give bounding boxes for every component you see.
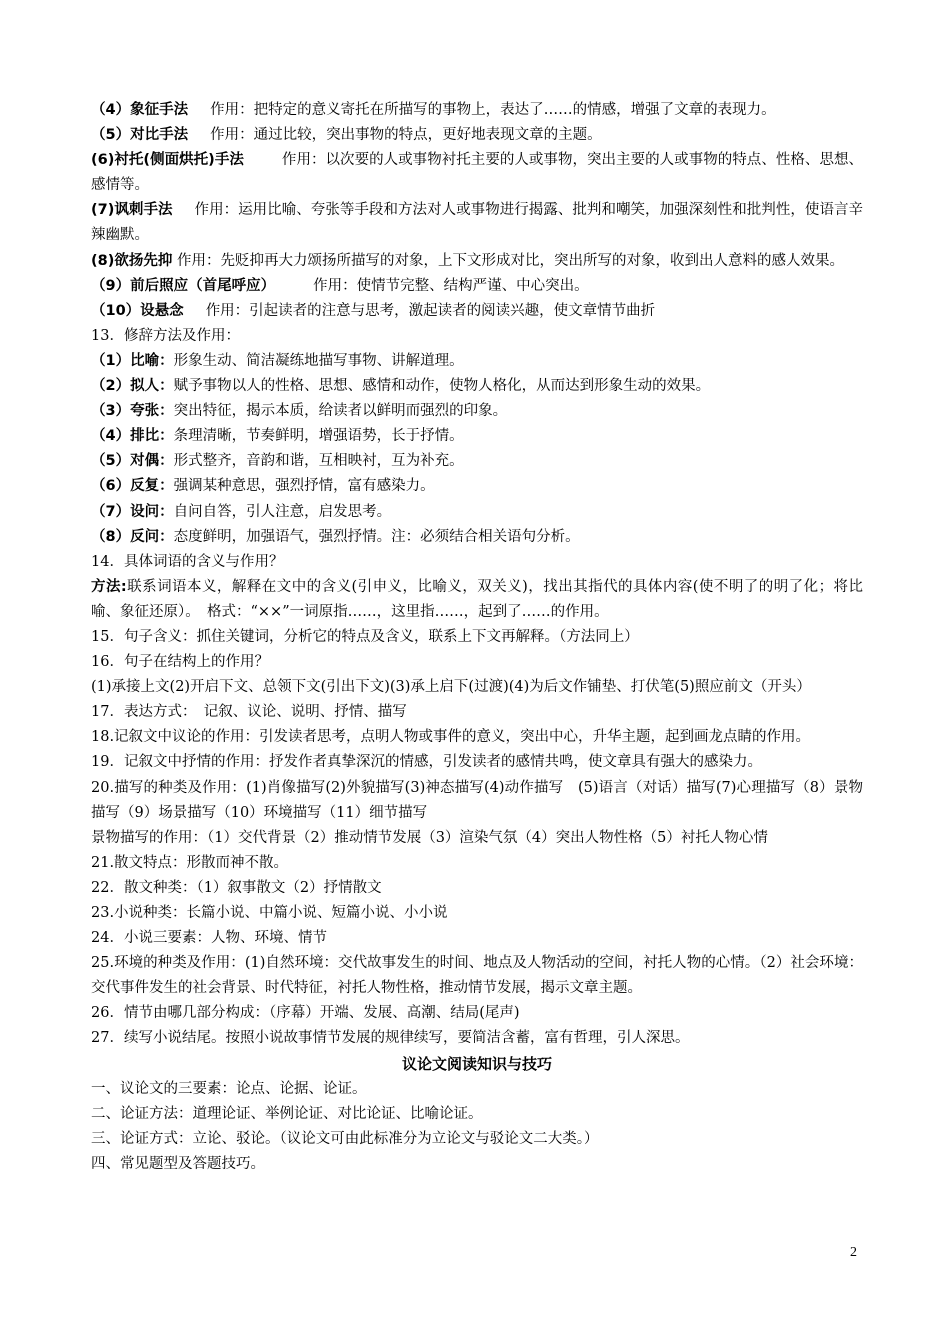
section-item-4: 四、常见题型及答题技巧。 [91, 1155, 265, 1172]
section-item-2: 二、论证方法：道理论证、举例论证、对比论证、比喻论证。 [91, 1105, 483, 1122]
section-item-1: 一、议论文的三要素：论点、论据、论证。 [91, 1080, 367, 1097]
technique-contrast: （5）对比手法 作用：通过比较，突出事物的特点，更好地表现文章的主题。 [91, 127, 602, 144]
item-23: 23.小说种类：长篇小说、中篇小说、短篇小说、小小说 [91, 905, 448, 921]
item-18: 18.记叙文中议论的作用：引发读者思考，点明人物或事件的意义，突出中心，升华主题，起到画龙点睛的作用。 [91, 729, 811, 746]
item-17: 17．表达方式： 记叙、议论、说明、抒情、描写 [91, 704, 407, 721]
section-heading: 议论文阅读知识与技巧 [401, 1054, 552, 1073]
rhetoric-parallelism: （4）排比：条理清晰，节奏鲜明，增强语势，长于抒情。 [91, 428, 464, 445]
item-27: 27．续写小说结尾。按照小说故事情节发展的规律续写，要简洁含蓄，富有哲理，引人深思。 [91, 1030, 690, 1047]
item-14: 14．具体词语的含义与作用？ [91, 553, 284, 570]
item-25: 25.环境的种类及作用：(1)自然环境：交代故事发生的时间、地点及人物活动的空间，衬托人物的心情。（2）社会环境：交代事件发生的社会背景、时代特征，衬托人物性格，推动情节发展，揭示文章主题。 [91, 955, 863, 997]
technique-symbolism: （4）象征手法 作用：把特定的意义寄托在所描写的事物上，表达了……的情感，增强了文章的表现力。 [91, 102, 776, 118]
rhetoric-metaphor: （1）比喻：形象生动、简洁凝练地描写事物、讲解道理。 [91, 352, 464, 369]
technique-satire: (7)讽刺手法 作用：运用比喻、夸张等手段和方法对人或事物进行揭露、批判和嘲笑，加强深刻性和批判性，使语言辛辣幽默。 [91, 202, 863, 244]
item-20-scenery: 景物描写的作用：（1）交代背景（2）推动情节发展（3）渲染气氛（4）突出人物性格（5）衬托人物心情 [91, 829, 768, 846]
rhetoric-personification: （2）拟人：赋予事物以人的性格、思想、感情和动作，使物人格化，从而达到形象生动的效果。 [91, 378, 711, 395]
rhetoric-repetition: （6）反复：强调某种意思，强烈抒情，富有感染力。 [91, 478, 435, 495]
document-body [91, 98, 863, 1177]
rhetoric-rhetorical-question: （8）反问：态度鲜明，加强语气，强烈抒情。注：必须结合相关语句分析。 [91, 528, 580, 545]
item-14-method: 方法:联系词语本义，解释在文中的含义(引申义，比喻义，双关义)，找出其指代的具体内容(使不明了的明了化；将比喻、象征还原）。 格式：“××”一词原指……，这里指……，起到了……的作用。 [91, 578, 863, 620]
item-22: 22．散文种类：（1）叙事散文（2）抒情散文 [91, 879, 382, 896]
technique-suspense: （10）设悬念 作用：引起读者的注意与思考，激起读者的阅读兴趣，使文章情节曲折 [91, 302, 656, 319]
rhetoric-hypophora: （7）设问：自问自答，引人注意，启发思考。 [91, 503, 392, 520]
technique-echo: （9）前后照应（首尾呼应） 作用：使情节完整、结构严谨、中心突出。 [91, 277, 589, 294]
page-number: 2 [850, 1245, 857, 1260]
item-24: 24．小说三要素：人物、环境、情节 [91, 930, 327, 947]
item-26: 26．情节由哪几部分构成：（序幕）开端、发展、高潮、结局(尾声) [91, 1005, 520, 1022]
rhetoric-antithesis: （5）对偶：形式整齐，音韵和谐，互相映衬，互为补充。 [91, 453, 464, 470]
section-item-3: 三、论证方式：立论、驳论。（议论文可由此标准分为立论文与驳论文二大类。） [91, 1130, 599, 1147]
rhetoric-exaggeration: （3）夸张：突出特征，揭示本质，给读者以鲜明而强烈的印象。 [91, 403, 508, 420]
item-16: 16．句子在结构上的作用？ [91, 654, 269, 671]
item-20: 20.描写的种类及作用：(1)肖像描写(2)外貌描写(3)神态描写(4)动作描写 (5)语言（对话）描写(7)心理描写（8）景物描写（9）场景描写（10）环境描写（11）细节描写 [91, 779, 863, 821]
item-21: 21.散文特点：形散而神不散。 [91, 854, 289, 871]
technique-suppress-then-praise: (8)欲扬先抑 作用：先贬抑再大力颂扬所描写的对象，上下文形成对比，突出所写的对象，收到出人意料的感人效果。 [91, 252, 844, 269]
item-16-detail: (1)承接上文(2)开启下文、总领下文(引出下文)(3)承上启下(过渡)(4)为后文作铺垫、打伏笔(5)照应前文（开头） [91, 679, 811, 696]
technique-foil: (6)衬托(侧面烘托)手法 作用：以次要的人或事物衬托主要的人或事物，突出主要的人或事物的特点、性格、思想、感情等。 [91, 152, 863, 194]
item-15: 15．句子含义：抓住关键词，分析它的特点及含义，联系上下文再解释。（方法同上） [91, 628, 639, 645]
item-19: 19．记叙文中抒情的作用：抒发作者真挚深沉的情感，引发读者的感情共鸣，使文章具有强大的感染力。 [91, 754, 762, 771]
rhetoric-title: 13．修辞方法及作用： [91, 327, 240, 344]
